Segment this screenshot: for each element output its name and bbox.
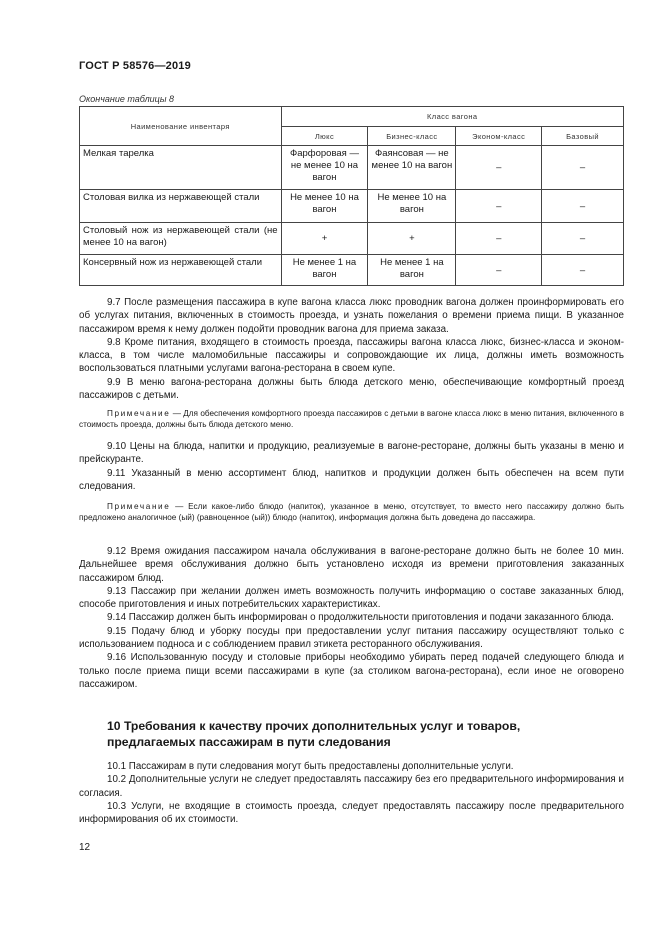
paragraph-9-9: 9.9 В меню вагона-ресторана должны быть блюда детского меню, обеспечивающие комфортный проезд пассажиров с детьми.	[79, 376, 624, 402]
paragraph-9-12: 9.12 Время ожидания пассажиром начала обслуживания в вагоне-ресторане должно быть не более 10 мин. Дальнейшее время обслуживания должно быть установлено исходя из времени приготовления заказанных пассажиром блюд.	[79, 546, 624, 584]
section-9-middle	[79, 440, 624, 493]
paragraph-10-2: 10.2 Дополнительные услуги не следует предоставлять пассажиру без его предварительного информирования и согласия.	[79, 774, 624, 799]
inventory-table	[79, 106, 624, 286]
section-10-title: 10 Требования к качеству прочих дополнительных услуг и товаров, предлагаемых пассажирам в пути следования	[107, 719, 521, 749]
column-header-name: Наименование инвентаря	[80, 107, 282, 146]
row-name: Консервный нож из нержавеющей стали	[80, 255, 282, 286]
table-cell: +	[281, 223, 368, 255]
table-cell: Фаянсовая — не менее 10 на вагон	[368, 146, 456, 190]
note-label: Примечание	[107, 409, 171, 418]
table-caption: Окончание таблицы 8	[79, 94, 174, 104]
section-9-end	[79, 545, 624, 691]
column-header-business: Бизнес-класс	[368, 127, 456, 146]
column-header-class-group: Класс вагона	[281, 107, 623, 127]
paragraph-9-16: 9.16 Использованную посуду и столовые приборы необходимо убирать перед подачей следующего блюда и только после приема пищи всеми пассажирами в купе (за столиком вагона-ресторана), если иное не оговорено пассажиром.	[79, 652, 624, 690]
section-10	[79, 760, 624, 826]
document-code-header: ГОСТ Р 58576—2019	[79, 60, 191, 72]
paragraph-10-1: 10.1 Пассажирам в пути следования могут быть предоставлены дополнительные услуги.	[107, 761, 514, 772]
table-row	[80, 255, 624, 286]
table-cell: Не менее 1 на вагон	[368, 255, 456, 286]
table-cell: Не менее 10 на вагон	[281, 190, 368, 223]
table-cell: –	[456, 146, 542, 190]
column-header-lux: Люкс	[281, 127, 368, 146]
page-number: 12	[79, 842, 91, 853]
paragraph-9-7: 9.7 После размещения пассажира в купе вагона класса люкс проводник вагона должен проинформировать его об услугах питания, включенных в стоимость проезда, и узнать пожелания о времени приема пищи. В указанное пассажиром время к нему должен подойти проводник вагона для приема заказа.	[79, 297, 624, 335]
note-2	[79, 501, 624, 523]
table-cell: Не менее 10 на вагон	[368, 190, 456, 223]
row-name: Мелкая тарелка	[80, 146, 282, 190]
table-cell: –	[542, 255, 624, 286]
note-text: — Если какое-либо блюдо (напиток), указанное в меню, отсутствует, то вместо него пассажиру должно быть предложено аналогичное (ый) (равноценное (ый)) блюдо (напиток), информация должна быть доведена до пассажира.	[79, 502, 624, 523]
paragraph-9-8: 9.8 Кроме питания, входящего в стоимость проезда, пассажиры вагона класса люкс, бизнес-класса и эконом-класса, в том числе маломобильные пассажиры и сопровождающие их лица, должны иметь возможность воспользоваться платными услугами вагона-ресторана в своем купе.	[79, 336, 624, 375]
table-row	[80, 223, 624, 255]
table-cell: –	[542, 223, 624, 255]
table-cell: –	[542, 190, 624, 223]
table-cell: –	[456, 223, 542, 255]
note-label: Примечание	[107, 502, 171, 511]
paragraph-9-13: 9.13 Пассажир при желании должен иметь возможность получить информацию о составе заказанных блюд, способе приготовления и иных потребительских характеристиках.	[79, 585, 624, 611]
section-9-continued	[79, 296, 624, 402]
table-cell: Не менее 1 на вагон	[281, 255, 368, 286]
row-name: Столовая вилка из нержавеющей стали	[80, 190, 282, 223]
table-cell: +	[368, 223, 456, 255]
paragraph-10-3: 10.3 Услуги, не входящие в стоимость проезда, следует предоставлять пассажиру после предварительного информирования об их стоимости.	[79, 800, 624, 826]
note-1	[79, 408, 624, 430]
paragraph-9-14: 9.14 Пассажир должен быть информирован о продолжительности приготовления и подачи заказанного блюда.	[107, 612, 614, 624]
paragraph-9-11: 9.11 Указанный в меню ассортимент блюд, напитков и продукции должен быть обеспечен на всем пути следования.	[79, 467, 624, 492]
note-text: — Для обеспечения комфортного проезда пассажиров с детьми в вагоне класса люкс в меню питания, включенного в стоимость проезда, должны быть блюда детского меню.	[79, 409, 624, 430]
paragraph-9-10: 9.10 Цены на блюда, напитки и продукцию, реализуемые в вагоне-ресторане, должны быть указаны в меню и прейскуранте.	[79, 441, 624, 466]
table-cell: –	[456, 190, 542, 223]
column-header-economy: Эконом-класс	[456, 127, 542, 146]
paragraph-9-15: 9.15 Подачу блюд и уборку посуды при предоставлении услуг питания пассажиру осуществляют только с использованием подноса и с соблюдением правил этикета ресторанного обслуживания.	[79, 625, 624, 651]
table-cell: –	[456, 255, 542, 286]
table-cell: –	[542, 146, 624, 190]
row-name: Столовый нож из нержавеющей стали (не менее 10 на вагон)	[80, 223, 282, 255]
column-header-basic: Базовый	[542, 127, 624, 146]
table-row	[80, 190, 624, 223]
table-cell: Фарфоровая — не менее 10 на вагон	[281, 146, 368, 190]
table-row	[80, 146, 624, 190]
